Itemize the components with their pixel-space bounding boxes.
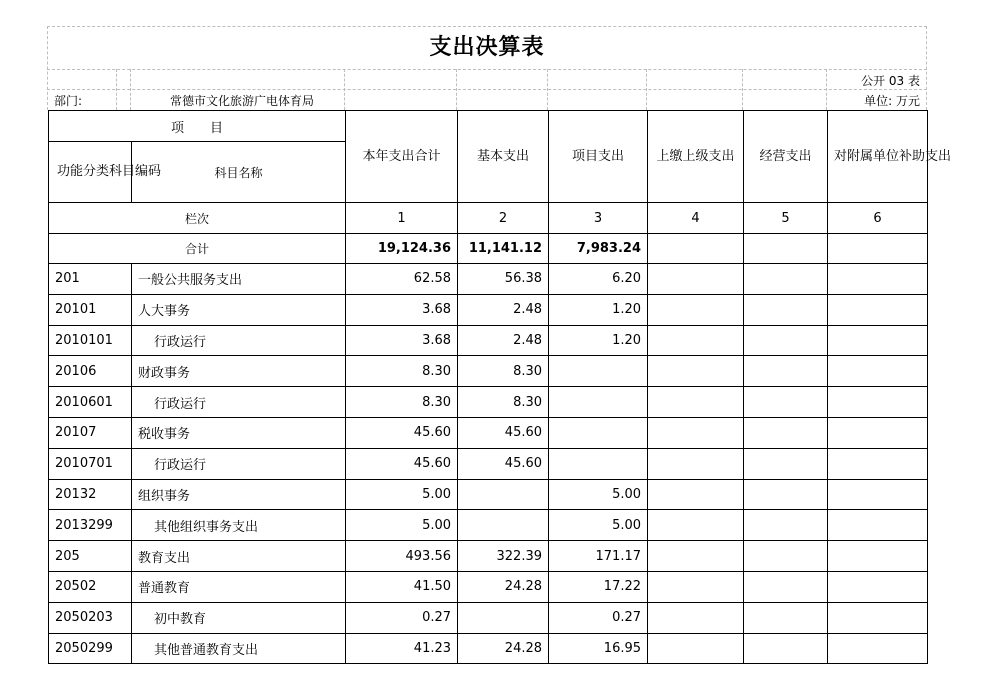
total-value: 11,141.12	[458, 234, 549, 264]
amount-cell	[549, 356, 648, 387]
table-row	[49, 356, 928, 387]
function-code: 205	[49, 541, 132, 572]
table-row	[49, 541, 928, 572]
total-value	[648, 234, 744, 264]
table-row	[49, 633, 928, 664]
amount-cell	[828, 417, 928, 448]
amount-cell	[744, 571, 828, 602]
amount-cell	[828, 633, 928, 664]
header-item: 项 目	[49, 111, 346, 142]
amount-cell	[648, 479, 744, 510]
amount-cell	[828, 479, 928, 510]
form-number: 公开 03 表	[861, 74, 920, 88]
col-number: 3	[549, 203, 648, 234]
subject-name: 其他普通教育支出	[132, 633, 346, 664]
amount-cell	[828, 602, 928, 633]
table-row	[49, 417, 928, 448]
table-title: 支出决算表	[429, 35, 545, 60]
total-value	[744, 234, 828, 264]
amount-cell: 1.20	[549, 325, 648, 356]
amount-cell: 8.30	[346, 387, 458, 418]
function-code: 2010101	[49, 325, 132, 356]
subject-name: 行政运行	[132, 448, 346, 479]
amount-cell	[744, 541, 828, 572]
amount-cell: 5.00	[549, 479, 648, 510]
amount-cell: 16.95	[549, 633, 648, 664]
amount-cell: 493.56	[346, 541, 458, 572]
col-number: 4	[648, 203, 744, 234]
amount-cell	[648, 325, 744, 356]
amount-cell	[828, 387, 928, 418]
table-row	[49, 294, 928, 325]
subject-name: 初中教育	[132, 602, 346, 633]
subject-name: 财政事务	[132, 356, 346, 387]
amount-cell	[828, 264, 928, 295]
header-col-basic: 基本支出	[458, 111, 549, 203]
amount-cell	[648, 510, 744, 541]
amount-cell	[744, 510, 828, 541]
col-number: 2	[458, 203, 549, 234]
subject-name: 人大事务	[132, 294, 346, 325]
subject-name: 教育支出	[132, 541, 346, 572]
amount-cell: 8.30	[346, 356, 458, 387]
amount-cell: 56.38	[458, 264, 549, 295]
total-label: 合计	[49, 234, 346, 264]
amount-cell	[828, 448, 928, 479]
amount-cell: 62.58	[346, 264, 458, 295]
amount-cell: 45.60	[346, 448, 458, 479]
function-code: 201	[49, 264, 132, 295]
amount-cell	[549, 448, 648, 479]
gridline	[116, 69, 117, 110]
amount-cell	[549, 387, 648, 418]
amount-cell	[458, 510, 549, 541]
total-value: 7,983.24	[549, 234, 648, 264]
amount-cell	[458, 479, 549, 510]
function-code: 2050299	[49, 633, 132, 664]
amount-cell	[744, 264, 828, 295]
gridline	[826, 69, 827, 110]
amount-cell	[648, 633, 744, 664]
amount-cell: 1.20	[549, 294, 648, 325]
function-code: 2050203	[49, 602, 132, 633]
amount-cell: 171.17	[549, 541, 648, 572]
amount-cell: 3.68	[346, 294, 458, 325]
amount-cell	[648, 264, 744, 295]
gridline	[47, 26, 927, 27]
table-row	[49, 602, 928, 633]
gridline	[47, 89, 927, 90]
column-number-row	[49, 203, 928, 234]
table-row	[49, 479, 928, 510]
subject-name: 普通教育	[132, 571, 346, 602]
table-row	[49, 571, 928, 602]
subject-name: 行政运行	[132, 387, 346, 418]
amount-cell: 5.00	[346, 510, 458, 541]
subject-name: 一般公共服务支出	[132, 264, 346, 295]
gridline	[646, 69, 647, 110]
amount-cell: 5.00	[549, 510, 648, 541]
amount-cell: 2.48	[458, 325, 549, 356]
amount-cell: 5.00	[346, 479, 458, 510]
function-code: 2010601	[49, 387, 132, 418]
function-code: 20107	[49, 417, 132, 448]
total-value	[828, 234, 928, 264]
amount-cell	[744, 633, 828, 664]
function-code: 20502	[49, 571, 132, 602]
amount-cell: 41.23	[346, 633, 458, 664]
table-row	[49, 387, 928, 418]
amount-cell	[648, 294, 744, 325]
gridline	[456, 69, 457, 110]
amount-cell	[648, 387, 744, 418]
table-row	[49, 448, 928, 479]
amount-cell	[744, 325, 828, 356]
gridline	[47, 69, 927, 70]
amount-cell: 322.39	[458, 541, 549, 572]
amount-cell	[744, 387, 828, 418]
amount-cell	[828, 541, 928, 572]
total-value: 19,124.36	[346, 234, 458, 264]
amount-cell	[828, 325, 928, 356]
amount-cell	[828, 356, 928, 387]
gridline	[547, 69, 548, 110]
amount-cell: 45.60	[346, 417, 458, 448]
amount-cell	[648, 356, 744, 387]
header-col-operation: 经营支出	[744, 111, 828, 203]
amount-cell: 0.27	[346, 602, 458, 633]
amount-cell	[458, 602, 549, 633]
department-name: 常德市文化旅游广电体育局	[170, 94, 315, 108]
function-code: 2013299	[49, 510, 132, 541]
amount-cell	[744, 417, 828, 448]
amount-cell: 6.20	[549, 264, 648, 295]
col-number: 6	[828, 203, 928, 234]
subject-name: 其他组织事务支出	[132, 510, 346, 541]
amount-cell	[648, 448, 744, 479]
amount-cell: 8.30	[458, 387, 549, 418]
header-func-code: 功能分类科目编码	[49, 142, 132, 203]
amount-cell	[648, 417, 744, 448]
total-row	[49, 234, 928, 264]
gridline	[926, 26, 927, 110]
function-code: 2010701	[49, 448, 132, 479]
function-code: 20101	[49, 294, 132, 325]
table-row	[49, 510, 928, 541]
subject-name: 组织事务	[132, 479, 346, 510]
data-rows	[49, 264, 928, 664]
amount-cell	[744, 294, 828, 325]
amount-cell: 8.30	[458, 356, 549, 387]
amount-cell: 24.28	[458, 633, 549, 664]
expenditure-table	[48, 110, 952, 664]
header-col-subsidy: 对附属单位补助支出	[828, 111, 928, 203]
header-col-total: 本年支出合计	[346, 111, 458, 203]
amount-cell: 17.22	[549, 571, 648, 602]
amount-cell	[744, 479, 828, 510]
table-row	[49, 264, 928, 295]
header-row	[49, 111, 928, 142]
amount-cell	[648, 571, 744, 602]
header-subject-name: 科目名称	[132, 142, 346, 203]
col-number: 5	[744, 203, 828, 234]
row-label: 栏次	[49, 203, 346, 234]
amount-cell	[744, 448, 828, 479]
amount-cell	[549, 417, 648, 448]
unit-label: 单位: 万元	[864, 94, 920, 108]
amount-cell: 3.68	[346, 325, 458, 356]
subject-name: 行政运行	[132, 325, 346, 356]
amount-cell	[828, 294, 928, 325]
amount-cell	[648, 602, 744, 633]
gridline	[742, 69, 743, 110]
function-code: 20106	[49, 356, 132, 387]
header-col-project: 项目支出	[549, 111, 648, 203]
amount-cell: 2.48	[458, 294, 549, 325]
amount-cell	[648, 541, 744, 572]
department-label: 部门:	[54, 94, 83, 108]
function-code: 20132	[49, 479, 132, 510]
gridline	[344, 69, 345, 110]
amount-cell: 0.27	[549, 602, 648, 633]
amount-cell: 41.50	[346, 571, 458, 602]
amount-cell	[828, 510, 928, 541]
subject-name: 税收事务	[132, 417, 346, 448]
amount-cell: 24.28	[458, 571, 549, 602]
amount-cell	[744, 602, 828, 633]
amount-cell: 45.60	[458, 448, 549, 479]
col-number: 1	[346, 203, 458, 234]
amount-cell	[828, 571, 928, 602]
gridline	[130, 69, 131, 110]
amount-cell: 45.60	[458, 417, 549, 448]
header-col-upper: 上缴上级支出	[648, 111, 744, 203]
table-row	[49, 325, 928, 356]
amount-cell	[744, 356, 828, 387]
